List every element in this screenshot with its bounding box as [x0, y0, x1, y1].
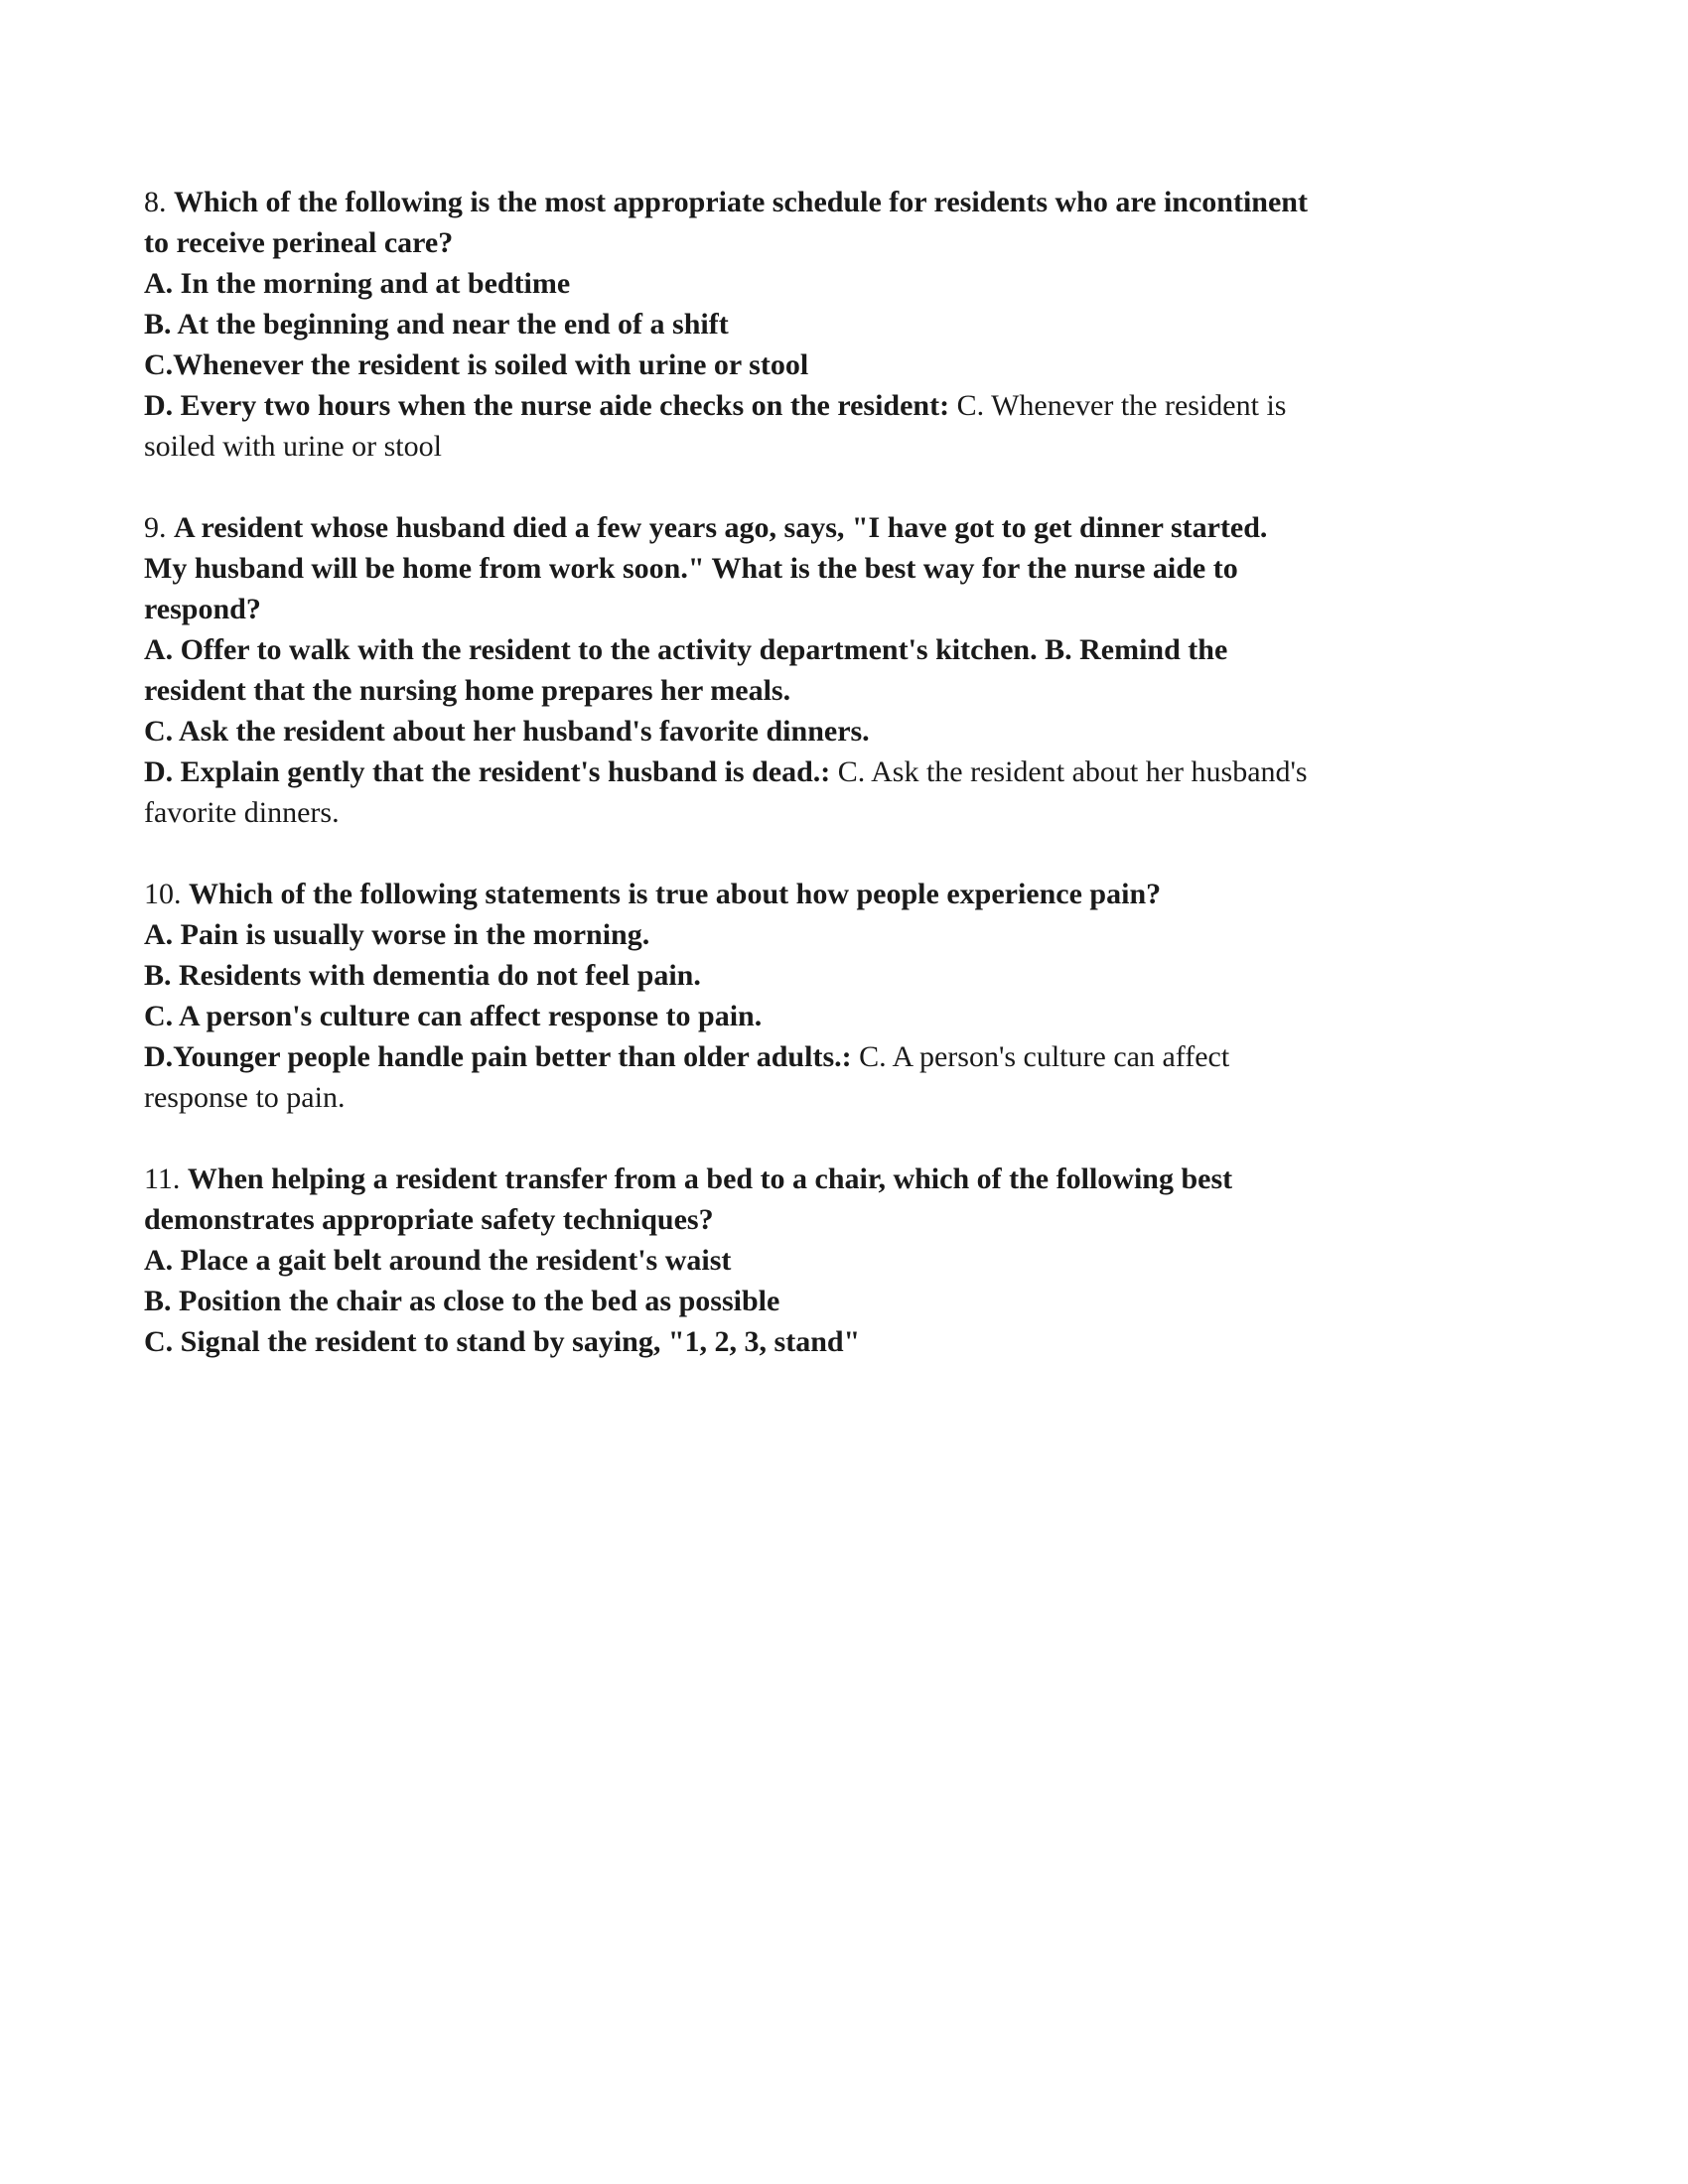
bold-text: resident that the nursing home prepares her meals.: [144, 674, 791, 707]
text-line: [144, 589, 1579, 629]
text-line: [144, 385, 1579, 426]
text-line: [144, 304, 1579, 344]
question-number: 11.: [144, 1162, 188, 1195]
text-line: [144, 222, 1579, 263]
answer-text: response to pain.: [144, 1081, 346, 1114]
text-line: [144, 548, 1579, 589]
question-block: [144, 874, 1579, 1118]
bold-text: to receive perineal care?: [144, 226, 454, 259]
answer-text: C. Whenever the resident is: [956, 389, 1287, 422]
text-line: [144, 996, 1579, 1036]
bold-text: demonstrates appropriate safety techniques?: [144, 1203, 714, 1236]
bold-text: A. Pain is usually worse in the morning.: [144, 918, 650, 951]
question-number: 9.: [144, 511, 174, 544]
question-number: 8.: [144, 186, 174, 218]
bold-text: respond?: [144, 593, 261, 625]
text-line: [144, 751, 1579, 792]
bold-text: A resident whose husband died a few years ago, says, "I have got to get dinner started.: [174, 511, 1268, 544]
bold-text: B. Position the chair as close to the bed as possible: [144, 1285, 780, 1317]
text-line: [144, 263, 1579, 304]
text-line: [144, 1036, 1579, 1077]
text-line: [144, 1077, 1579, 1118]
text-line: [144, 1159, 1579, 1199]
text-line: [144, 670, 1579, 711]
bold-text: D. Every two hours when the nurse aide checks on the resident:: [144, 389, 957, 422]
answer-text: C. Ask the resident about her husband's: [837, 755, 1308, 788]
text-line: [144, 792, 1579, 833]
bold-text: A. Place a gait belt around the resident's waist: [144, 1244, 732, 1277]
answer-text: soiled with urine or stool: [144, 430, 442, 463]
text-line: [144, 344, 1579, 385]
question-block: [144, 507, 1579, 833]
text-line: [144, 507, 1579, 548]
bold-text: D.Younger people handle pain better than older adults.:: [144, 1040, 860, 1073]
text-line: [144, 182, 1579, 222]
bold-text: My husband will be home from work soon." What is the best way for the nurse aide to: [144, 552, 1238, 585]
text-line: [144, 955, 1579, 996]
bold-text: C.Whenever the resident is soiled with urine or stool: [144, 348, 809, 381]
text-line: [144, 1199, 1579, 1240]
bold-text: B. Residents with dementia do not feel pain.: [144, 959, 701, 992]
bold-text: C. A person's culture can affect response to pain.: [144, 1000, 763, 1032]
bold-text: C. Signal the resident to stand by saying, "1, 2, 3, stand": [144, 1325, 861, 1358]
text-line: [144, 1240, 1579, 1281]
bold-text: A. Offer to walk with the resident to the activity department's kitchen. B. Remind the: [144, 633, 1228, 666]
bold-text: Which of the following is the most appropriate schedule for residents who are incontinent: [174, 186, 1308, 218]
text-line: [144, 629, 1579, 670]
text-line: [144, 914, 1579, 955]
text-line: [144, 711, 1579, 751]
text-line: [144, 426, 1579, 467]
bold-text: A. In the morning and at bedtime: [144, 267, 571, 300]
answer-text: C. A person's culture can affect: [859, 1040, 1230, 1073]
text-line: [144, 1281, 1579, 1321]
question-block: [144, 182, 1579, 467]
text-line: [144, 1321, 1579, 1362]
bold-text: D. Explain gently that the resident's husband is dead.:: [144, 755, 838, 788]
bold-text: Which of the following statements is true about how people experience pain?: [189, 878, 1162, 910]
bold-text: C. Ask the resident about her husband's favorite dinners.: [144, 715, 870, 748]
bold-text: B. At the beginning and near the end of a shift: [144, 308, 729, 341]
text-line: [144, 874, 1579, 914]
bold-text: When helping a resident transfer from a bed to a chair, which of the following best: [187, 1162, 1233, 1195]
question-number: 10.: [144, 878, 189, 910]
question-block: [144, 1159, 1579, 1362]
answer-text: favorite dinners.: [144, 796, 340, 829]
